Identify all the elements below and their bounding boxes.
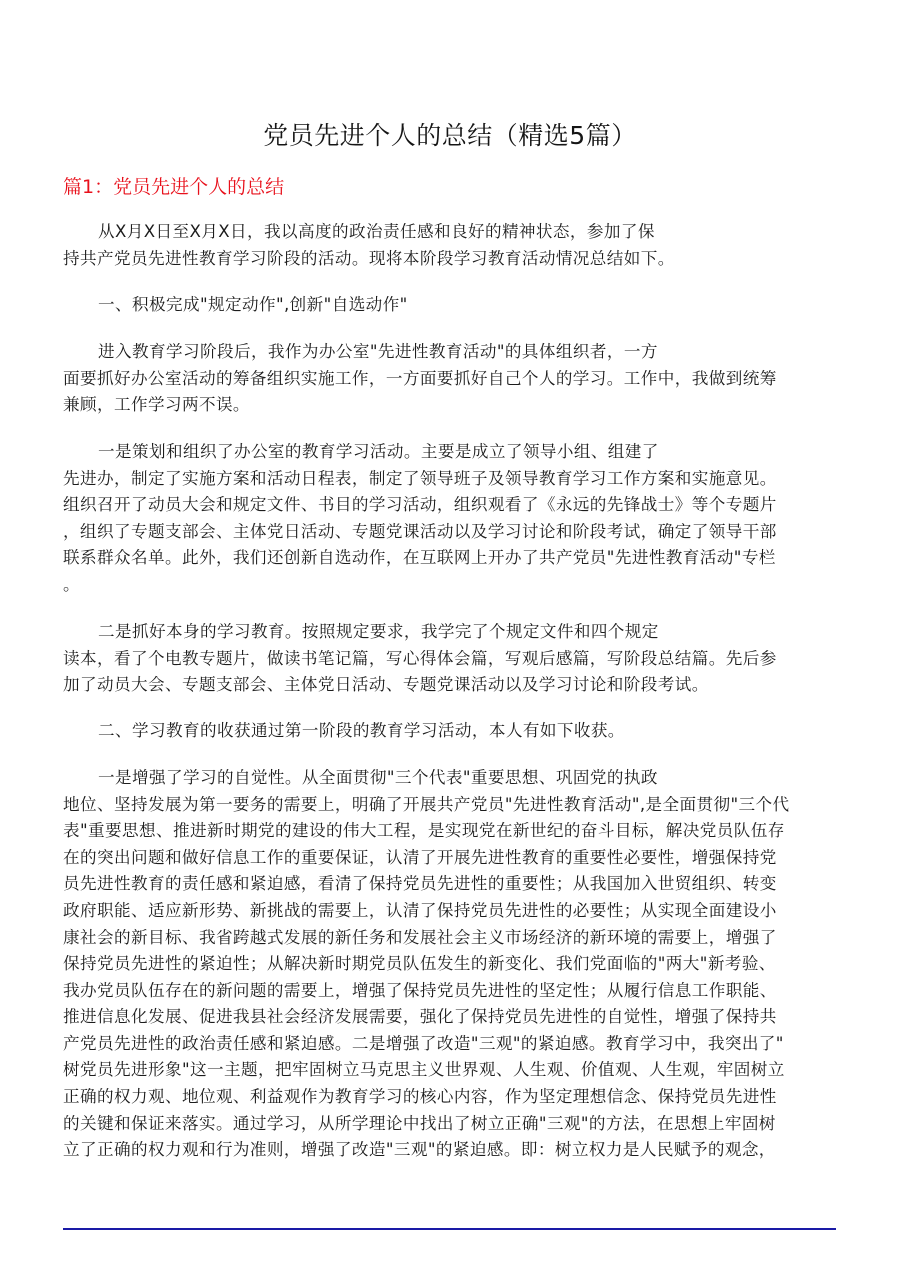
text-line: 一是增强了学习的自觉性。从全面贯彻"三个代表"重要思想、巩固党的执政 <box>98 768 658 787</box>
text-line: 我办党员队伍存在的新问题的需要上，增强了保持党员先进性的坚定性；从履行信息工作职能、 <box>63 981 777 1000</box>
text-line: 正确的权力观、地位观、利益观作为教育学习的核心内容，作为坚定理想信念、保持党员先进性 <box>63 1087 777 1106</box>
text-line: 的关键和保证来落实。通过学习，从所学理论中找出了树立正确"三观"的方法，在思想上牢固树 <box>63 1114 776 1133</box>
text-line: 在的突出问题和做好信息工作的重要保证，认清了开展先进性教育的重要性必要性，增强保持党 <box>63 848 777 867</box>
footer-divider <box>63 1228 836 1230</box>
text-line: 先进办，制定了实施方案和活动日程表，制定了领导班子及领导教育学习工作方案和实施意见。 <box>63 469 777 488</box>
text-line: 康社会的新目标、我省跨越式发展的新任务和发展社会主义市场经济的新环境的需要上，增强了 <box>63 928 777 947</box>
text-line: 联系群众名单。此外，我们还创新自选动作，在互联网上开办了共产党员"先进性教育活动"专栏 <box>63 548 776 567</box>
text-line: 产党员先进性的政治责任感和紧迫感。二是增强了改造"三观"的紧迫感。教育学习中，我突出了" <box>63 1034 784 1053</box>
text-line: ，组织了专题支部会、主体党日活动、专题党课活动以及学习讨论和阶段考试，确定了领导干部 <box>63 522 777 541</box>
text-line: 地位、坚持发展为第一要务的需要上，明确了开展共产党员"先进性教育活动",是全面贯彻"三个代 <box>63 795 790 814</box>
text-line: 从X月X日至X月X日，我以高度的政治责任感和良好的精神状态，参加了保 <box>98 222 655 241</box>
text-line: 树党员先进形象"这一主题，把牢固树立马克思主义世界观、人生观、价值观、人生观，牢固树立 <box>63 1060 785 1079</box>
text-line: 员先进性教育的责任感和紧迫感，看清了保持党员先进性的重要性；从我国加入世贸组织、转变 <box>63 874 777 893</box>
text-line: 一是策划和组织了办公室的教育学习活动。主要是成立了领导小组、组建了 <box>98 442 659 461</box>
text-line: 二、学习教育的收获通过第一阶段的教育学习活动，本人有如下收获。 <box>98 721 625 740</box>
section-heading: 篇1：党员先进个人的总结 <box>63 176 285 198</box>
text-line: 政府职能、适应新形势、新挑战的需要上，认清了保持党员先进性的必要性；从实现全面建设小 <box>63 901 777 920</box>
text-line: 进入教育学习阶段后，我作为办公室"先进性教育活动"的具体组织者，一方 <box>98 342 658 361</box>
text-line: 。 <box>63 575 80 594</box>
text-line: 保持党员先进性的紧迫性；从解决新时期党员队伍发生的新变化、我们党面临的"两大"新考验、 <box>63 954 776 973</box>
document-title: 党员先进个人的总结（精选5篇） <box>263 121 637 150</box>
text-line: 持共产党员先进性教育学习阶段的活动。现将本阶段学习教育活动情况总结如下。 <box>63 249 675 268</box>
text-line: 推进信息化发展、促进我县社会经济发展需要，强化了保持党员先进性的自觉性，增强了保持共 <box>63 1007 777 1026</box>
text-line: 面要抓好办公室活动的筹备组织实施工作，一方面要抓好自己个人的学习。工作中，我做到统筹 <box>63 369 777 388</box>
text-line: 读本，看了个电教专题片，做读书笔记篇，写心得体会篇，写观后感篇，写阶段总结篇。先后参 <box>63 649 777 668</box>
text-line: 兼顾，工作学习两不误。 <box>63 395 250 414</box>
text-line: 表"重要思想、推进新时期党的建设的伟大工程，是实现党在新世纪的奋斗目标，解决党员队伍存 <box>63 821 785 840</box>
text-line: 一、积极完成"规定动作",创新"自选动作" <box>98 295 408 314</box>
text-line: 立了正确的权力观和行为准则，增强了改造"三观"的紧迫感。即：树立权力是人民赋予的观念， <box>63 1140 776 1159</box>
text-line: 加了动员大会、专题支部会、主体党日活动、专题党课活动以及学习讨论和阶段考试。 <box>63 675 709 694</box>
text-line: 组织召开了动员大会和规定文件、书目的学习活动，组织观看了《永远的先锋战士》等个专题片 <box>63 495 777 514</box>
text-line: 二是抓好本身的学习教育。按照规定要求，我学完了个规定文件和四个规定 <box>98 622 659 641</box>
